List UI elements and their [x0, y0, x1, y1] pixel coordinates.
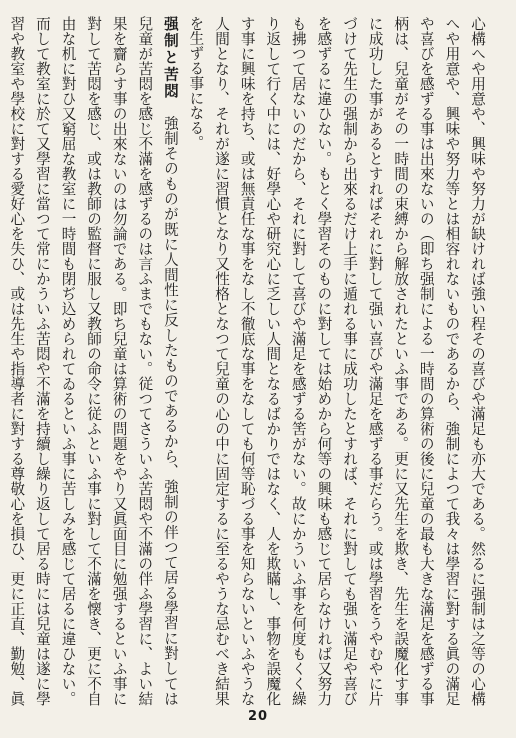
section-heading: 强制と苦悶 — [161, 16, 179, 101]
section-paragraph — [0, 16, 183, 706]
intro-paragraph: 心構へや用意や、興味や努力が缺ければ強い程その喜びや滿足も亦大である。然るに强制は之等の心構へや用意や、興味や努力等とは相容れないものであるから、強制によつて我々は學習に對する眞の滿足や喜びを感ずる事は出來ないの（即ち强制による一時間の算術の後に兒童の最も大きな滿足を感ずる事柄は、兒童がその一時間の束縛から解放されたといふ事である。更に又先生を欺き、先生を誤魔化す事に成功した事があるとすればそれに對して强い喜びや滿足を感ずる事だらう。或は學習をうやむやに片づけて先生の强制から出來るだけ上手に遁れる事に成功したとすれば、それに對しても强い滿足や喜びを感ずるに違ひない。もとく學習そのものに對しては始めから何等の興味も感じて居らなければ又努力も拂つて居ないのだから、それに對して喜びや滿足を感ずる筈がない。故にかういふ事を何度もくく繰り返して行く中には、好學心や研究心に乏しい人間となるばかりではなく、人を欺瞞し、事物を誤魔化す事に興味を持ち、或は無責任な事をなし不徹底な事をなしても何等恥づる事を知らないといふやうな人間となり、それが遂に習慣となり又性格となつて兒童の心の中に固定するに至るやうな忌むべき結果を生ずる事になる。 — [187, 16, 486, 706]
vertical-text-block — [0, 16, 490, 706]
page-number: 20 — [247, 709, 269, 724]
section-body: 強制そのものが既に人間性に反したものであるから、強制の伴つて居る學習に對しては兒童が苦悶を感じ不滿を感ずるのは言ふまでもない。従つてさういふ苦悶や不滿の伴ふ學習に、よい結果を齎らす事の出來ないのは勿論である。即ち兒童は算術の問題をやり又眞面目に勉强するといふ事に對して苦悶を感じ、或は教師の監督に服し又教師の命令に従ふといふ事に對して不滿を懐き、更に不自由な机に對ひ又窮屈な教室に一時間も閉ぢ込められてゐるといふ事に苦しみを感じて居るに違ひない。而して教室に於て又學習に當つて常にかういふ苦悶や不滿を持續し繰り返して居る時には兒童は遂に學習や教室や學校に對する愛好心を失ひ、或は先生や指導者に對する尊敬心を損ひ、更に正直、勤勉、眞 — [8, 16, 179, 706]
